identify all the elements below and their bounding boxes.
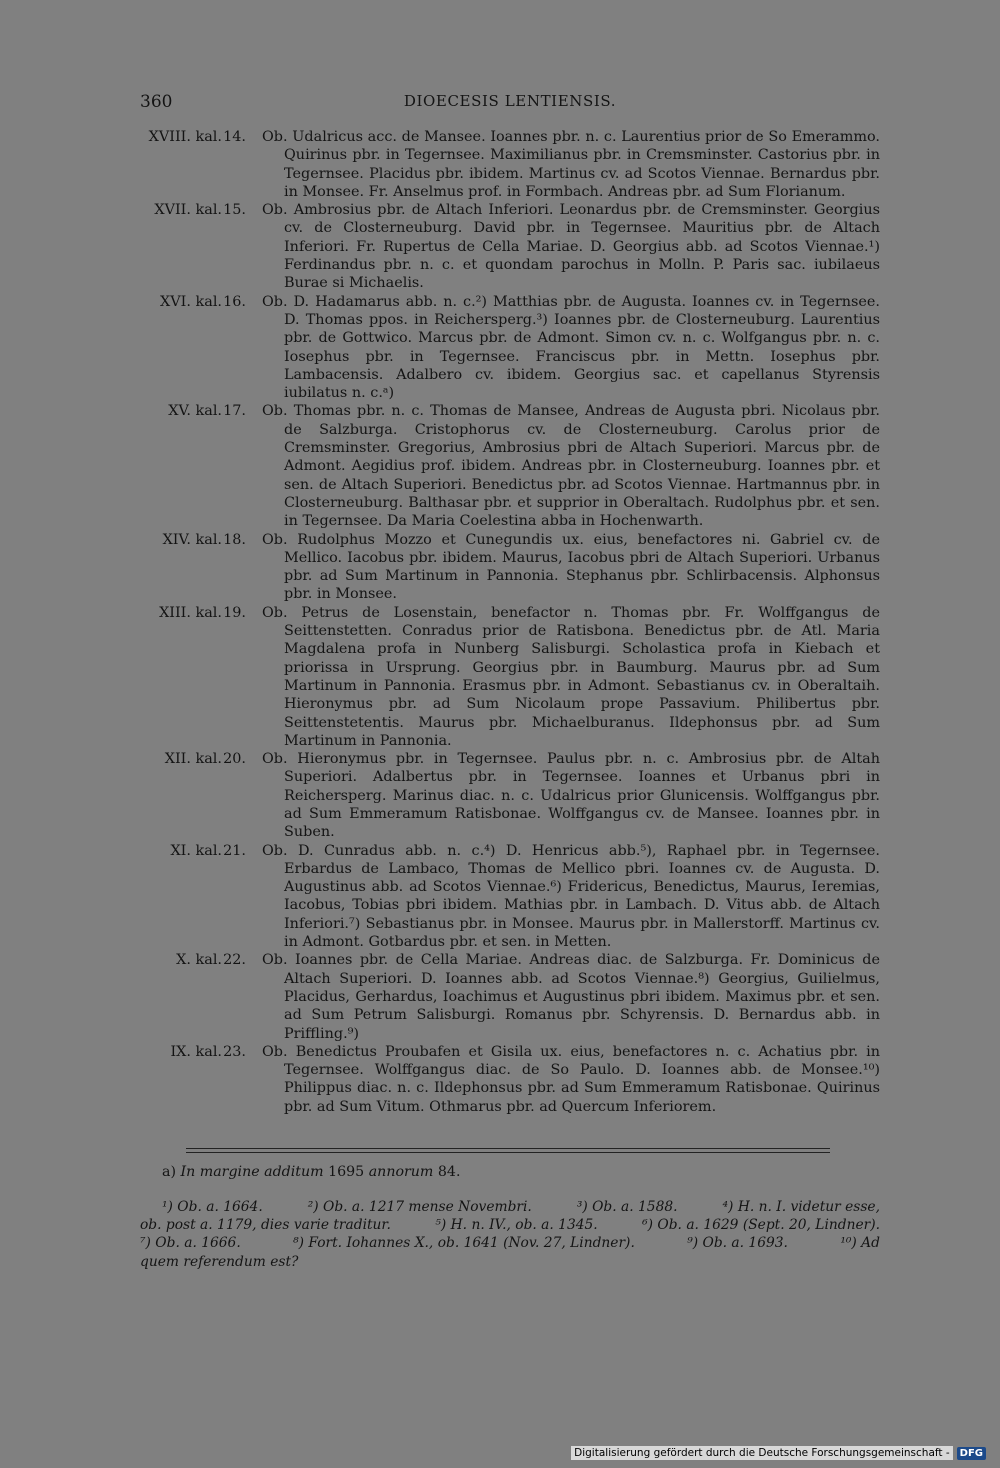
- entry-xiii-kal: [140, 604, 880, 750]
- footnote: ¹⁰) Ad: [840, 1235, 880, 1252]
- entry-xvii-kal: [140, 201, 880, 292]
- entry-text: Ob. Benedictus Proubafen et Gisila ux. eius, benefactores n. c. Achatius pbr. in Tegernsee. Wolffgangus diac. de So Paulo. D. Ioannes abb. de Monsee.¹⁰) Philippus diac. n. c. Ildephonsus pbr. ad Sum Emmeramum Ratisbonae. Quirinus pbr. ad Sum Vitum. Othmarus pbr. ad Quercum Inferiorem.: [262, 1043, 880, 1115]
- footnote: quem referendum est?: [140, 1253, 299, 1270]
- entry-text: Ob. Hieronymus pbr. in Tegernsee. Paulus pbr. n. c. Ambrosius pbr. de Altah Superiori. Adalbertus pbr. in Tegernsee. Ioannes et Urbanus pbri in Reichersperg. Marinus diac. n. c. Udalricus prior Glunicensis. Wolffgangus pbr. ad Sum Emmeramum Ratisbonae. Wolffgangus cv. de Mansee. Ioannes pbr. in Suben.: [262, 751, 880, 841]
- footnote-line: [140, 1234, 880, 1252]
- footnote: ¹) Ob. a. 1664.: [162, 1199, 263, 1215]
- page-header: [140, 92, 880, 116]
- entry-day: 16.: [223, 293, 246, 310]
- entry-text: Ob. Petrus de Losenstain, benefactor n. Thomas pbr. Fr. Wolffgangus de Seittenstetten. Conradus prior de Ratisbona. Benedictus pbr. de Atl. Maria Magdalena profa in Nunberg Salisburgi. Scholastica profa in Kiebach et priorissa in Ursprung. Georgius pbr. in Baumburg. Maurus pbr. ad Sum Martinum in Pannonia. Erasmus pbr. in Admont. Sebastianus cv. in Oberaltaih. Hieronymus pbr. ad Sum Nicolaum prope Passavium. Philibertus pbr. Seittenstetentis. Maurus pbr. Michaelburanus. Ildephonsus pbr. ad Sum Martinum in Pannonia.: [262, 604, 880, 749]
- footnote-line: [140, 1216, 880, 1234]
- footnote: ²) Ob. a. 1217 mense Novembri.: [307, 1199, 532, 1215]
- entry-day: 19.: [223, 604, 246, 621]
- note-a-year: 1695: [328, 1164, 365, 1180]
- digitization-credit: [571, 1446, 986, 1460]
- footnote-line: [140, 1198, 880, 1216]
- entry-date: XVIII. kal.: [148, 129, 222, 145]
- necrology-entries: [140, 128, 880, 1116]
- entry-day: 23.: [223, 1043, 246, 1060]
- footnote: ⁷) Ob. a. 1666.: [140, 1235, 241, 1252]
- entry-date: IX. kal.: [170, 1043, 222, 1060]
- entry-xvi-kal: [140, 293, 880, 403]
- entry-day: 18.: [223, 531, 246, 548]
- entry-day: 14.: [223, 129, 246, 145]
- entry-text: Ob. Thomas pbr. n. c. Thomas de Mansee, Andreas de Augusta pbri. Nicolaus pbr. de Salzburga. Cristophorus cv. de Closterneuburg. Carolus prior de Cremsminster. Gregorius, Ambrosius pbri de Altach Superiori. Marcus pbr. de Admont. Aegidius prof. ibidem. Andreas pbr. in Closterneuburg. Ioannes pbr. et sen. de Altach Superiori. Benedictus pbr. ad Scotos Viennae. Hartmannus pbr. in Closterneuburg. Balthasar pbr. et supprior in Oberaltach. Rudolphus pbr. et sen. in Tegernsee. Da Maria Coelestina abba in Hochenwarth.: [262, 403, 880, 530]
- footnote: ³) Ob. a. 1588.: [576, 1199, 678, 1215]
- note-a-text2: annorum: [368, 1164, 434, 1180]
- entry-text: Ob. D. Hadamarus abb. n. c.²) Matthias pbr. de Augusta. Ioannes cv. in Tegernsee. D. Thomas ppos. in Reichersperg.³) Ioannes pbr. de Closterneuburg. Laurentius pbr. de Gottwico. Marcus pbr. de Admont. Simon cv. n. c. Wolfgangus pbr. n. c. Iosephus pbr. in Tegernsee. Franciscus pbr. in Mettn. Iosephus pbr. Lambacensis. Adalbero cv. ibidem. Georgius sac. et capellanus Styrensis iubilatus n. c.ᵃ): [262, 293, 880, 402]
- section-rule-top: [186, 1148, 830, 1149]
- entry-text: Ob. D. Cunradus abb. n. c.⁴) D. Henricus abb.⁵), Raphael pbr. in Tegernsee. Erbardus de Lambaco, Thomas de Mellico pbri. Ioannes cv. de Augusta. D. Augustinus abb. ad Scotos Viennae.⁶) Fridericus, Benedictus, Maurus, Ieremias, Iacobus, Tobias pbri ibidem. Mathias pbr. in Lambach. D. Vitus abb. de Altach Inferiori.⁷) Sebastianus pbr. in Monsee. Maurus pbr. in Mallerstorff. Martinus cv. in Admont. Gotbardus pbr. et sen. in Metten.: [262, 842, 880, 951]
- footnote: ⁹) Ob. a. 1693.: [687, 1235, 788, 1252]
- entry-date: X. kal.: [176, 952, 222, 969]
- entry-day: 20.: [223, 751, 246, 768]
- entry-text: Ob. Ambrosius pbr. de Altach Inferiori. Leonardus pbr. de Cremsminster. Georgius cv. de Closterneuburg. David pbr. in Tegernsee. Mauritius pbr. de Altach Inferiori. Fr. Rupertus de Cella Mariae. D. Georgius abb. ad Scotos Viennae.¹) Ferdinandus pbr. n. c. et quondam parochus in Molln. P. Paris sac. iubilaeus Burae si Michaelis.: [262, 202, 880, 292]
- entry-date: XIV. kal.: [162, 531, 222, 548]
- footnote: ⁴) H. n. I. videtur esse,: [722, 1199, 880, 1215]
- footnotes: [140, 1198, 880, 1271]
- entry-day: 15.: [223, 202, 246, 219]
- entry-date: XI. kal.: [170, 842, 222, 859]
- note-a-text: In margine additum: [180, 1164, 324, 1180]
- running-title: DIOECESIS LENTIENSIS.: [403, 92, 617, 110]
- page-number: 360: [140, 92, 173, 112]
- entry-date: XV. kal.: [168, 403, 222, 420]
- footnote: ⁵) H. n. IV., ob. a. 1345.: [435, 1217, 598, 1234]
- entry-xii-kal: [140, 750, 880, 841]
- entry-day: 22.: [223, 952, 246, 969]
- entry-xi-kal: [140, 842, 880, 952]
- entry-date: XII. kal.: [164, 751, 222, 768]
- entry-text: Ob. Ioannes pbr. de Cella Mariae. Andreas diac. de Salzburga. Fr. Dominicus de Altach Superiori. D. Ioannes abb. ad Scotos Viennae.⁸) Georgius, Guilielmus, Placidus, Gerhardus, Ioachimus et Augustinus pbri ibidem. Maximus pbr. et sen. ad Sum Petrum Salisburgi. Romanus pbr. Schyrensis. D. Bernardus abb. in Priffling.⁹): [262, 952, 880, 1042]
- entry-text: Ob. Udalricus acc. de Mansee. Ioannes pbr. n. c. Laurentius prior de So Emerammo. Quirinus pbr. in Tegernsee. Maximilianus pbr. in Cremsminster. Castorius pbr. in Tegernsee. Placidus pbr. ibidem. Martinus cv. ad Scotos Viennae. Bernardus pbr. in Monsee. Fr. Anselmus prof. in Formbach. Andreas pbr. ad Sum Florianum.: [262, 129, 880, 200]
- entry-xviii-kal: [140, 128, 880, 201]
- entry-day: 21.: [223, 842, 246, 859]
- footnote: ⁶) Ob. a. 1629 (Sept. 20, Lindner).: [642, 1217, 880, 1234]
- entry-x-kal: [140, 951, 880, 1042]
- entry-date: XVI. kal.: [160, 293, 222, 310]
- footnote: ob. post a. 1179, dies varie traditur.: [140, 1217, 391, 1234]
- entry-xiv-kal: [140, 531, 880, 604]
- entry-text: Ob. Rudolphus Mozzo et Cunegundis ux. eius, benefactores ni. Gabriel cv. de Mellico. Iacobus pbr. ibidem. Maurus, Iacobus pbri de Altach Superiori. Urbanus pbr. ad Sum Martinum in Pannonia. Stephanus pbr. Schlirbacensis. Alphonsus pbr. in Monsee.: [262, 531, 880, 603]
- credit-text: Digitalisierung gefördert durch die Deutsche Forschungsgemeinschaft -: [571, 1446, 953, 1460]
- entry-xv-kal: [140, 402, 880, 530]
- section-rule-bottom: [186, 1152, 830, 1153]
- entry-date: XVII. kal.: [154, 202, 222, 219]
- footnote: ⁸) Fort. Iohannes X., ob. 1641 (Nov. 27, Lindner).: [293, 1235, 635, 1252]
- entry-ix-kal: [140, 1043, 880, 1116]
- note-a-mark: a): [162, 1164, 176, 1180]
- entry-date: XIII. kal.: [159, 604, 222, 621]
- note-a-count: 84.: [437, 1164, 461, 1180]
- marginal-note-a: [140, 1163, 880, 1181]
- dfg-logo-icon: DFG: [957, 1447, 986, 1460]
- footnote-line: [140, 1253, 880, 1271]
- entry-day: 17.: [223, 403, 246, 420]
